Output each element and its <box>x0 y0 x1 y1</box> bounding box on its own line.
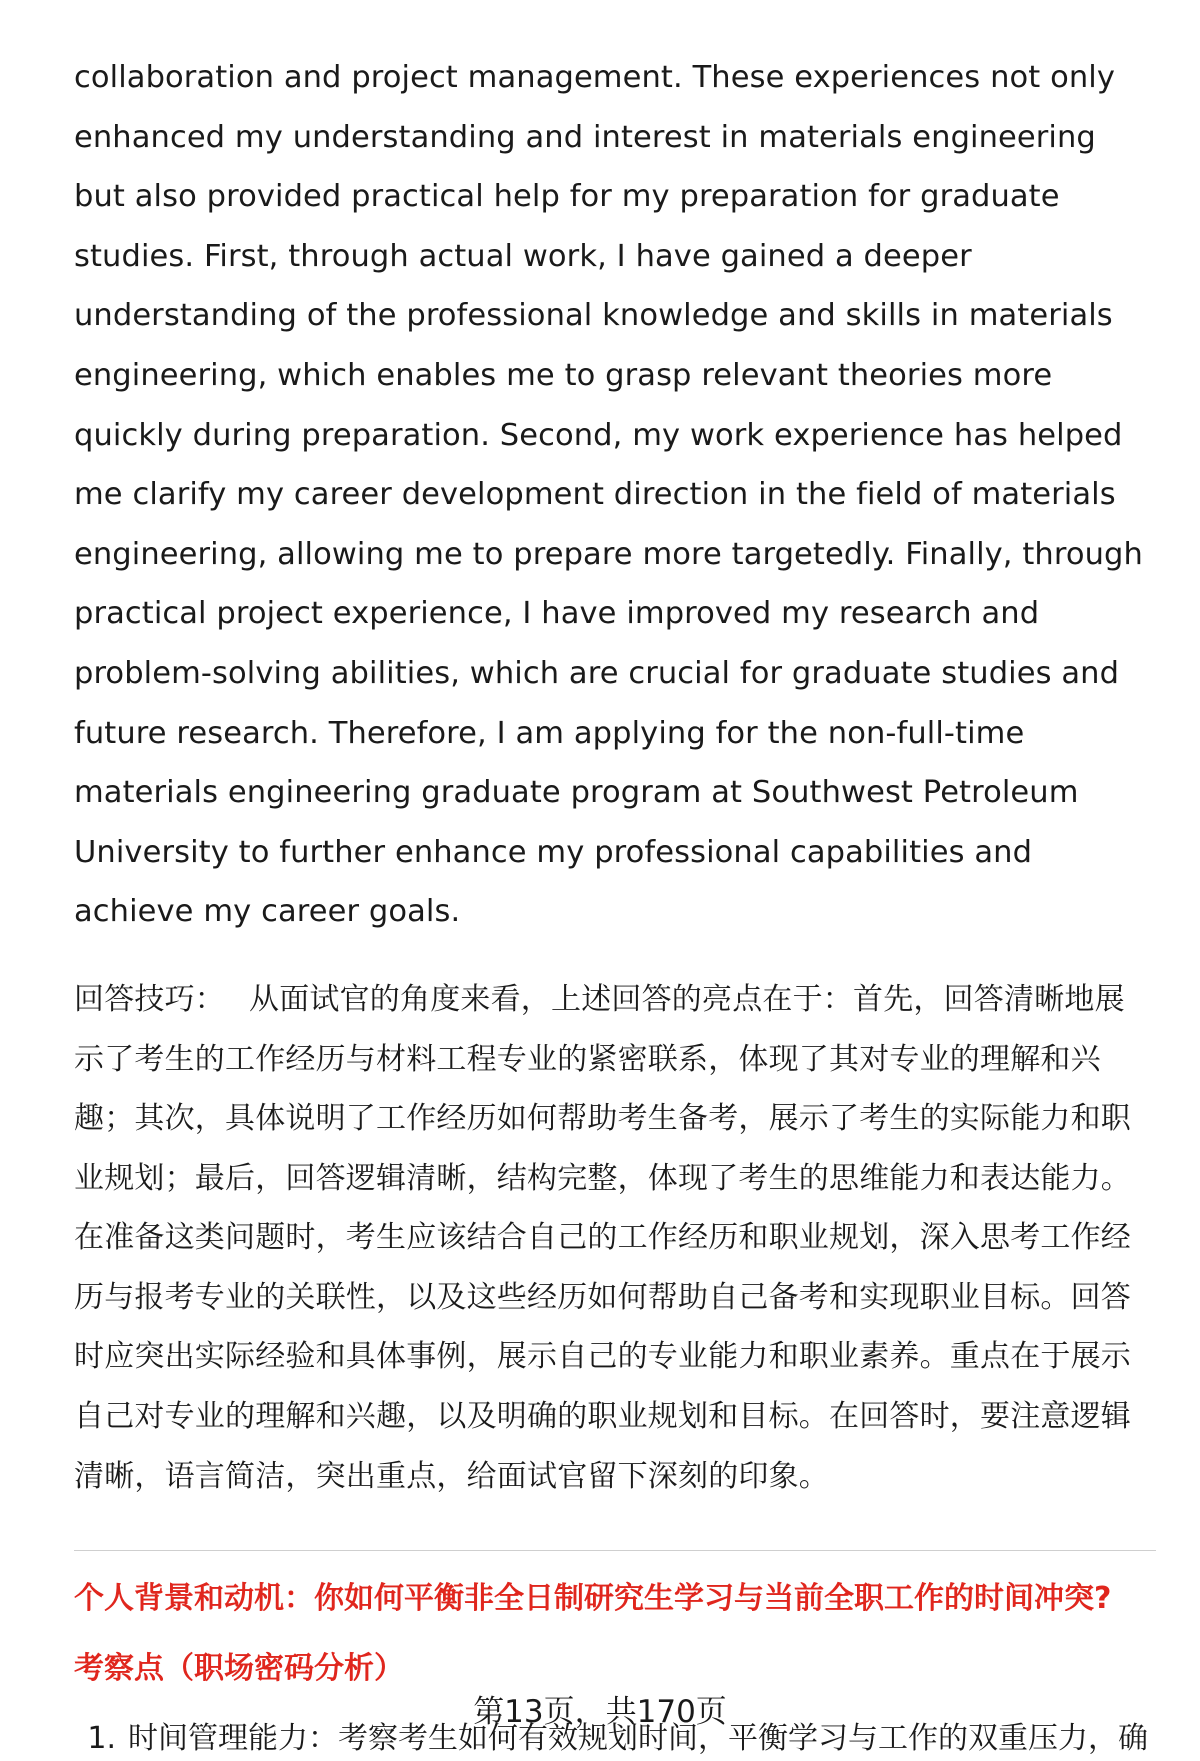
assessment-points-heading: 考察点（职场密码分析） <box>74 1651 404 1687</box>
page-content <box>74 48 1154 1761</box>
answer-tips-paragraph <box>74 970 1154 1506</box>
page-number: 第13页，共170页 <box>473 1694 727 1730</box>
question-heading: 个人背景和动机：你如何平衡非全日制研究生学习与当前全职工作的时间冲突? <box>74 1581 1112 1617</box>
section-divider <box>74 1550 1156 1551</box>
tips-text: 从面试官的角度来看，上述回答的亮点在于：首先，回答清晰地展示了考生的工作经历与材料工程专业的紧密联系，体现了其对专业的理解和兴趣；其次，具体说明了工作经历如何帮助考生备考，展示了考生的实际能力和职业规划；最后，回答逻辑清晰，结构完整，体现了考生的思维能力和表达能力。在准备这类问题时，考生应该结合自己的工作经历和职业规划，深入思考工作经历与报考专业的关联性，以及这些经历如何帮助自己备考和实现职业目标。回答时应突出实际经验和具体事例，展示自己的专业能力和职业素养。重点在于展示自己对专业的理解和兴趣，以及明确的职业规划和目标。在回答时，要注意逻辑清晰，语言简洁，突出重点，给面试官留下深刻的印象。 <box>74 981 1131 1494</box>
english-answer-paragraph: collaboration and project management. These experiences not only enhanced my understanding and interest in materials engineering but also provided practical help for my preparation for graduate studies. First, through actual work, I have gained a deeper understanding of the professional knowledge and skills in materials engineering, which enables me to grasp relevant theories more quickly during preparation. Second, my work experience has helped me clarify my career development direction in the field of materials engineering, allowing me to prepare more targetedly. Finally, through practical project experience, I have improved my research and problem-solving abilities, which are crucial for graduate studies and future research. Therefore, I am applying for the non-full-time materials engineering graduate program at Southwest Petroleum University to further enhance my professional capabilities and achieve my career goals. <box>74 60 1143 930</box>
list-item-text: 时间管理能力：考察考生如何有效规划时间，平衡学习与工作的双重压力，确 <box>128 1721 1148 1757</box>
tips-label: 回答技巧： <box>74 981 225 1017</box>
list-item-number: 1. <box>87 1721 116 1757</box>
